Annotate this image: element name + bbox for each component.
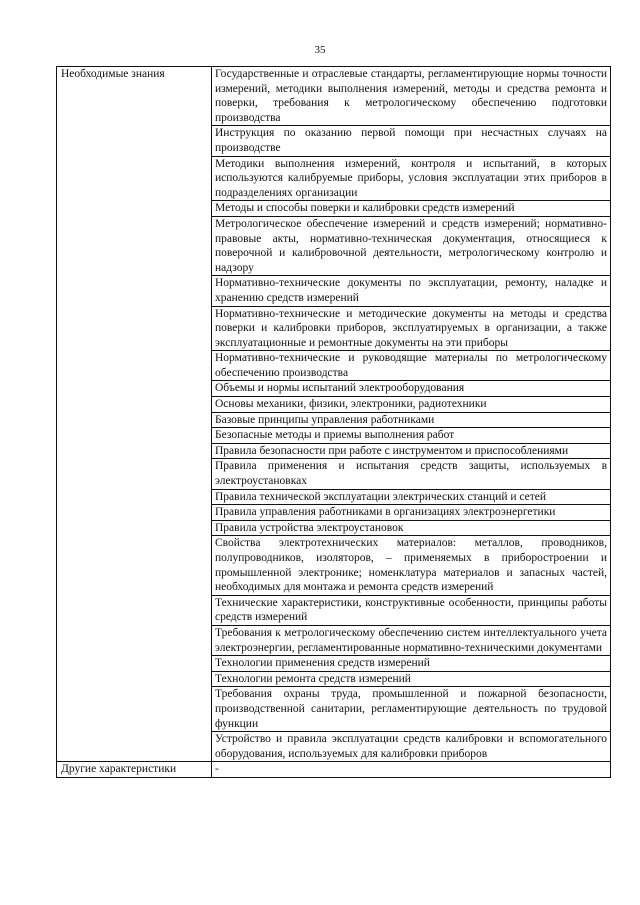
knowledge-item: Государственные и отраслевые стандарты, регламентирующие нормы точности измерений, методики выполнения измерений, методы и средства ремонта и поверки, требования к метрологическому обеспечению подготовки производства xyxy=(212,67,611,126)
knowledge-item: Правила безопасности при работе с инструментом и приспособлениями xyxy=(212,443,611,459)
knowledge-item: Свойства электротехнических материалов: металлов, проводников, полупроводников, изоляторов, – применяемых в приборостроении и промышленной электронике; номенклатура материалов и запасных частей, необходимых для монтажа и ремонта средств измерений xyxy=(212,536,611,595)
knowledge-item: Требования к метрологическому обеспечению систем интеллектуального учета электроэнергии, регламентированные нормативно-техническими документами xyxy=(212,625,611,655)
knowledge-item: Правила устройства электроустановок xyxy=(212,520,611,536)
section-label: Необходимые знания xyxy=(57,67,212,762)
knowledge-item: Объемы и нормы испытаний электрооборудования xyxy=(212,381,611,397)
knowledge-item: Правила применения и испытания средств защиты, используемых в электроустановках xyxy=(212,459,611,489)
knowledge-item: Устройство и правила эксплуатации средств калибровки и вспомогательного оборудования, используемых для калибровки приборов xyxy=(212,732,611,762)
knowledge-item: - xyxy=(212,762,611,778)
knowledge-item: Основы механики, физики, электроники, радиотехники xyxy=(212,397,611,413)
knowledge-item: Нормативно-технические и методические документы на методы и средства поверки и калибровки приборов, эксплуатируемых в организации, а также эксплуатационные и ремонтные документы на эти приборы xyxy=(212,306,611,351)
knowledge-item: Технологии применения средств измерений xyxy=(212,656,611,672)
table-row xyxy=(57,67,611,126)
section-label: Другие характеристики xyxy=(57,762,212,778)
knowledge-item: Технические характеристики, конструктивные особенности, принципы работы средств измерений xyxy=(212,595,611,625)
page-number: 35 xyxy=(314,44,326,56)
knowledge-item: Методы и способы поверки и калибровки средств измерений xyxy=(212,201,611,217)
requirements-table xyxy=(56,66,611,778)
knowledge-item: Безопасные методы и приемы выполнения работ xyxy=(212,428,611,444)
knowledge-item: Правила управления работниками в организациях электроэнергетики xyxy=(212,505,611,521)
knowledge-item: Технологии ремонта средств измерений xyxy=(212,671,611,687)
knowledge-item: Нормативно-технические и руководящие материалы по метрологическому обеспечению производства xyxy=(212,351,611,381)
requirements-table-body xyxy=(57,67,611,778)
knowledge-item: Базовые принципы управления работниками xyxy=(212,412,611,428)
knowledge-item: Правила технической эксплуатации электрических станций и сетей xyxy=(212,489,611,505)
knowledge-item: Нормативно-технические документы по эксплуатации, ремонту, наладке и хранению средств измерений xyxy=(212,276,611,306)
knowledge-item: Требования охраны труда, промышленной и пожарной безопасности, производственной санитарии, регламентирующие деятельность по трудовой функции xyxy=(212,687,611,732)
knowledge-item: Методики выполнения измерений, контроля и испытаний, в которых используются калибруемые приборы, условия эксплуатации этих приборов в подразделениях организации xyxy=(212,156,611,201)
knowledge-item: Инструкция по оказанию первой помощи при несчастных случаях на производстве xyxy=(212,126,611,156)
table-row xyxy=(57,762,611,778)
knowledge-item: Метрологическое обеспечение измерений и средств измерений; нормативно-правовые акты, нормативно-техническая документация, относящиеся к поверочной и калибровочной деятельности, метрологическому контролю и надзору xyxy=(212,216,611,275)
